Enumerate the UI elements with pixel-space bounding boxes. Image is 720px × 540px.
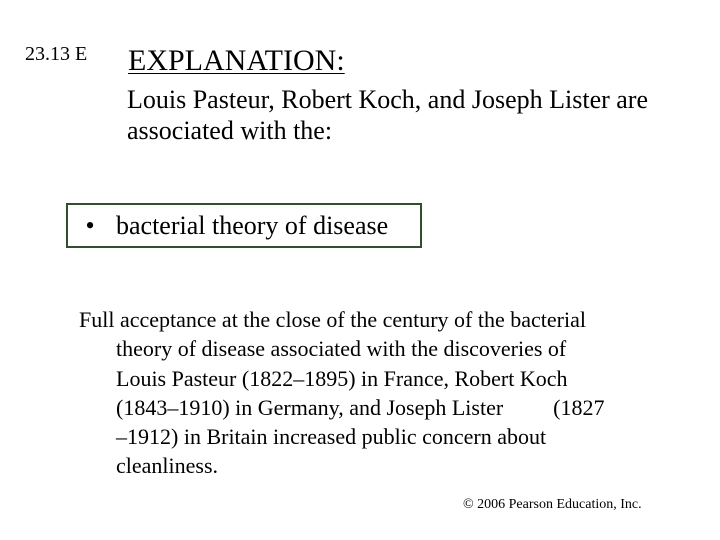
explanation-paragraph <box>79 305 669 481</box>
question-text: Louis Pasteur, Robert Koch, and Joseph Lister are associated with the: <box>127 85 649 145</box>
explanation-line: Louis Pasteur (1822–1895) in France, Robert Koch <box>116 365 568 391</box>
bullet-icon: • <box>85 210 95 240</box>
explanation-line <box>79 393 669 422</box>
explanation-line: –1912) in Britain increased public concern about <box>116 424 547 450</box>
explanation-line: theory of disease associated with the discoveries of <box>116 336 567 362</box>
copyright-notice: © 2006 Pearson Education, Inc. <box>463 497 642 512</box>
answer-text: bacterial theory of disease <box>116 210 389 240</box>
explanation-line: cleanliness. <box>116 453 219 479</box>
slide-number: 23.13 E <box>25 43 88 65</box>
explanation-line-part: (1827 <box>553 394 605 420</box>
explanation-heading: EXPLANATION: <box>128 44 345 77</box>
explanation-line: Full acceptance at the close of the century of the bacterial <box>79 307 586 332</box>
answer-box <box>66 203 422 248</box>
explanation-line-part: (1843–1910) in Germany, and Joseph Lister <box>116 394 504 420</box>
